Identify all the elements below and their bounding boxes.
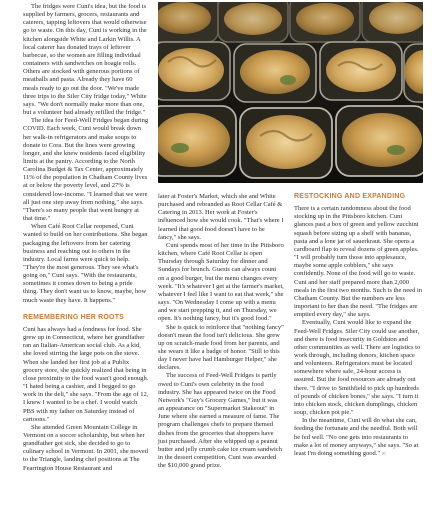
- paragraph: She attended Green Mountain College in Vermont on a soccer scholarship, but when her grandfather got sick, she decided to go to culinary school in Vermont. In 2001, she moved to the Triangle, landing chef positions at The Fearrington House Restaurant and: [23, 423, 148, 472]
- paragraph-text: In the meantime, Cuni will do what she can, feeding the fortunate and the needful. Both will be fed well. "No one gets into restaurants to make a lot of money anyways," she says. "So at least I'm doing something good.": [294, 417, 419, 457]
- paragraph: There is a certain randomness about the food stocking up in the Pittsboro kitchen. Cuni glances past a box of green and yellow zucchini squash before sizing up a shelf with bananas, pasta and a lone jar of sauerkraut. She opens a cardboard flap to reveal dozens of green apples. "I will probably turn those into applesauce, maybe some apple cobblers," she says confidently. None of the food will go to waste. Cuni and her staff prepared more than 2,000 meals in the first two months. Such is the need in Chatham County. But the numbers are less important to her than the need. "The fridges are emptied every day," she says.: [294, 205, 422, 319]
- food-photo: [158, 2, 423, 183]
- paragraph: The idea for Feed-Well Fridges began during COVID. Each week, Cuni would break down her walk-in refrigerators and make soups to donate to Cora. But the lines were growing longer, and she knew residents faced eligibility limits at the pantry. According to the North Carolina Budget & Tax Center, approximately 11% of the population in Chatham County lives at or below the poverty level, and 27% is considered low-income. "I learned that we were all just one step away from nothing," she says. "There's so many people that went hungry at that time.": [23, 117, 149, 223]
- section-heading-remembering-her-roots: REMEMBERING HER ROOTS: [23, 313, 125, 321]
- article-column-2: [158, 193, 284, 470]
- paragraph: Eventually, Cuni would like to expand the Feed-Well Fridges. Siler City could use another, and there is food insecurity in Goldston and other communities as well. There are logistics to work through, including donors, kitchen space and volunteers. Refrigerators must be located somewhere where safe, 24-hour access is assured. But the food resources are already out there. "I drive to Smithfield to pick up hundreds of pounds of chicken bones," she says. "I turn it into chicken stock, chicken dumplings, chicken soup, chicken pot pie.": [294, 319, 421, 417]
- paragraph: The success of Feed-Well Fridges is partly owed to Cuni's own celebrity in the food industry. She has appeared twice on the Food Network's "Guy's Grocery Games," but it was an appearance on "Supermarket Stakeout" in June where she earned a measure of fame. The program challenges chefs to prepare themed dishes from the groceries that shoppers have just purchased. After she whipped up a peanut butter and jelly crumb cake ice cream sandwich in the dessert competition, Cuni was awarded the $10,000 grand prize.: [158, 372, 282, 470]
- paragraph: She is quick to reinforce that "nothing fancy" doesn't mean the food isn't delicious. She grew up on scratch-made food from her parents, and she wears it like a badge of honor. "Still to this day I never have had Hamburger Helper," she declares.: [158, 323, 284, 372]
- article-column-3: [294, 193, 422, 458]
- paragraph: Cuni spends most of her time in the Pittsboro kitchen, where Café Root Cellar is open Thursday through Saturday for dinner and Sundays for brunch. Guests can always count on a good burger, but the menu changes every week. "It's whatever I get at the farmer's market, whatever I feel like I want to eat that week," she says. "On Wednesday I come up with a menu and we start prepping it, and on Thursday, we open. It's nothing fancy, but it's good food.": [158, 241, 284, 323]
- paragraph: When Café Root Cellar reopened, Cuni wanted to build on her contributions. She began packaging the leftovers from her catering business and reaching out to others in the industry. Local farms were quick to help. "They're the most generous. They see what's going on," Cuni says. "With the restaurants, sometimes it comes down to being a pride thing. They don't want us to know, maybe, how much waste they have. It happens.": [23, 223, 148, 304]
- end-mark-icon: ∞: [381, 450, 386, 457]
- section-heading-restocking-and-expanding: RESTOCKING AND EXPANDING: [294, 193, 406, 200]
- meal-trays-illustration: [158, 2, 423, 183]
- paragraph: Cuni has always had a fondness for food. She grew up in Connecticut, where her grandfather ran an Italian-American social club. As a kid, she loved stirring the large pots on the stove. When she landed her first job at a Publix grocery store, she quickly realized that being in close proximity to the food wasn't good enough. "I hated being a cashier, and I begged to go work in the deli," she says. "From the age of 12, I knew I wanted to be a chef. I would watch PBS with my father on Saturday instead of cartoons.": [23, 325, 149, 423]
- paragraph: The fridges were Cuni's idea, but the food is supplied by farmers, grocers, restaurants and caterers, tapping leftovers that would otherwise go to waste. On this day, Cuni is working in the kitchen alongside White and Larkin Willis. A local caterer has donated trays of leftover barbecue, so the women are filling individual containers with sandwiches on hoagie rolls. Others are stocked with generous portions of meatballs and pasta. Already they have 60 meals ready to go out the door. "We've made three trips to the Siler City fridge today," White says. "We don't normally make more than one, but a volunteer had already refilled the fridge.": [23, 3, 147, 117]
- paragraph-final: [294, 417, 422, 458]
- article-column-1: [23, 3, 149, 473]
- paragraph: later at Foster's Market, which she and White purchased and rebranded as Root Cellar Café & Catering in 2013. Her work at Foster's influenced how she would cook. "That's where I learned that good food doesn't have to be fancy," she says.: [158, 193, 284, 241]
